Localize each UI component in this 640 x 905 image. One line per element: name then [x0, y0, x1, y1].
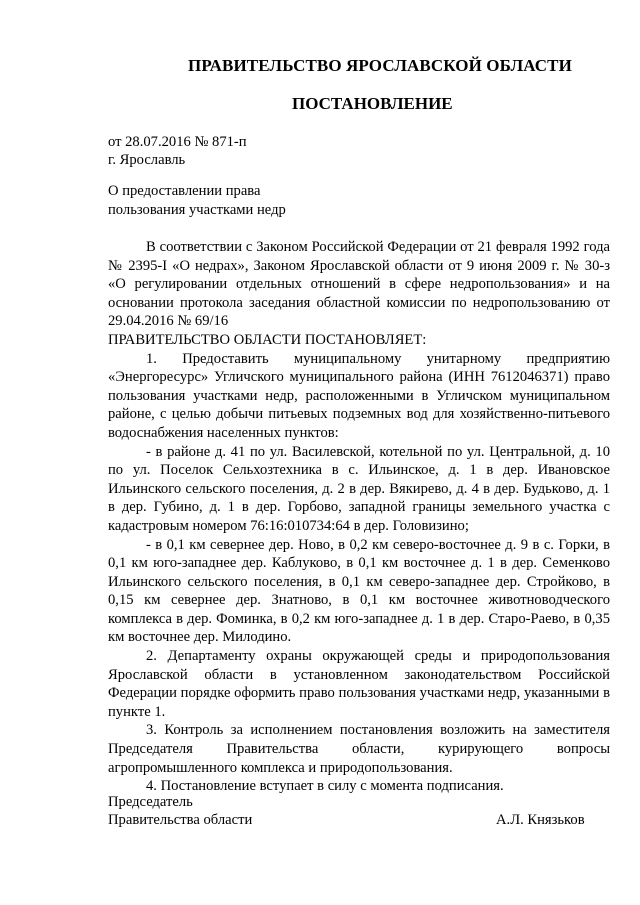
subject-line-1: О предоставлении права	[108, 183, 261, 199]
signer-name: А.Л. Князьков	[496, 812, 585, 828]
date-number: от 28.07.2016 № 871-п	[108, 134, 247, 150]
document-body	[108, 238, 610, 796]
preamble: В соответствии с Законом Российской Федерации от 21 февраля 1992 года № 2395-I «О недрах», Законом Ярославской области от 9 июня 2009 г. № 30-з «О регулировании отдельных отношений в сфере недропользования» и на основании протокола заседания областной комиссии по недропользованию от 29.04.2016 № 69/16	[108, 239, 610, 330]
item-4: 4. Постановление вступает в силу с момента подписания.	[146, 778, 504, 795]
resolves-line: ПРАВИТЕЛЬСТВО ОБЛАСТИ ПОСТАНОВЛЯЕТ:	[108, 331, 427, 348]
signer-position-2: Правительства области	[108, 812, 253, 828]
document-type: ПОСТАНОВЛЕНИЕ	[292, 94, 453, 113]
item-1: 1. Предоставить муниципальному унитарному предприятию «Энергоресурс» Угличского муниципального района (ИНН 7612046371) право пользования участками недр, расположенными в Угличском муниципальном районе, с целью добычи питьевых подземных вод для хозяйственно-питьевого водоснабжения населенных пунктов:	[108, 350, 610, 441]
signer-position-1: Председатель	[108, 794, 193, 810]
item-2: 2. Департаменту охраны окружающей среды и природопользования Ярославской области в установленном законодательством Российской Федерации порядке оформить право пользования участками недр, указанными в пункте 1.	[108, 648, 610, 720]
item-1-a: - в районе д. 41 по ул. Василевской, котельной по ул. Центральной, д. 10 по ул. Поселок Сельхозтехника в с. Ильинское, д. 1 в дер. Ивановское Ильинского сельского поселения, д. 2 в дер. Вякирево, д. 4 в дер. Будьково, д. 1 в дер. Губино, д. 1 в дер. Горбово, западной границы земельного участка с кадастровым номером 76:16:010734:64 в дер. Головизино;	[108, 443, 610, 534]
item-1-b: - в 0,1 км севернее дер. Ново, в 0,2 км северо-восточнее д. 9 в с. Горки, в 0,1 км юго-западнее дер. Каблуково, в 0,1 км восточнее д. 1 в дер. Семенково Ильинского сельского поселения, в 0,1 км северо-западнее дер. Стройково, в 0,15 км севернее дер. Знатново, в 0,1 км восточнее животноводческого комплекса в дер. Фоминка, в 0,2 км юго-западнее д. 1 в дер. Старо-Раево, в 0,35 км восточнее дер. Милодино.	[108, 536, 610, 646]
city: г. Ярославль	[108, 152, 186, 168]
item-3: 3. Контроль за исполнением постановления возложить на заместителя Председателя Правительства области, курирующего вопросы агропромышленного комплекса и природопользования.	[108, 722, 610, 776]
page-title: ПРАВИТЕЛЬСТВО ЯРОСЛАВСКОЙ ОБЛАСТИ	[188, 56, 572, 75]
subject-line-2: пользования участками недр	[108, 202, 286, 218]
